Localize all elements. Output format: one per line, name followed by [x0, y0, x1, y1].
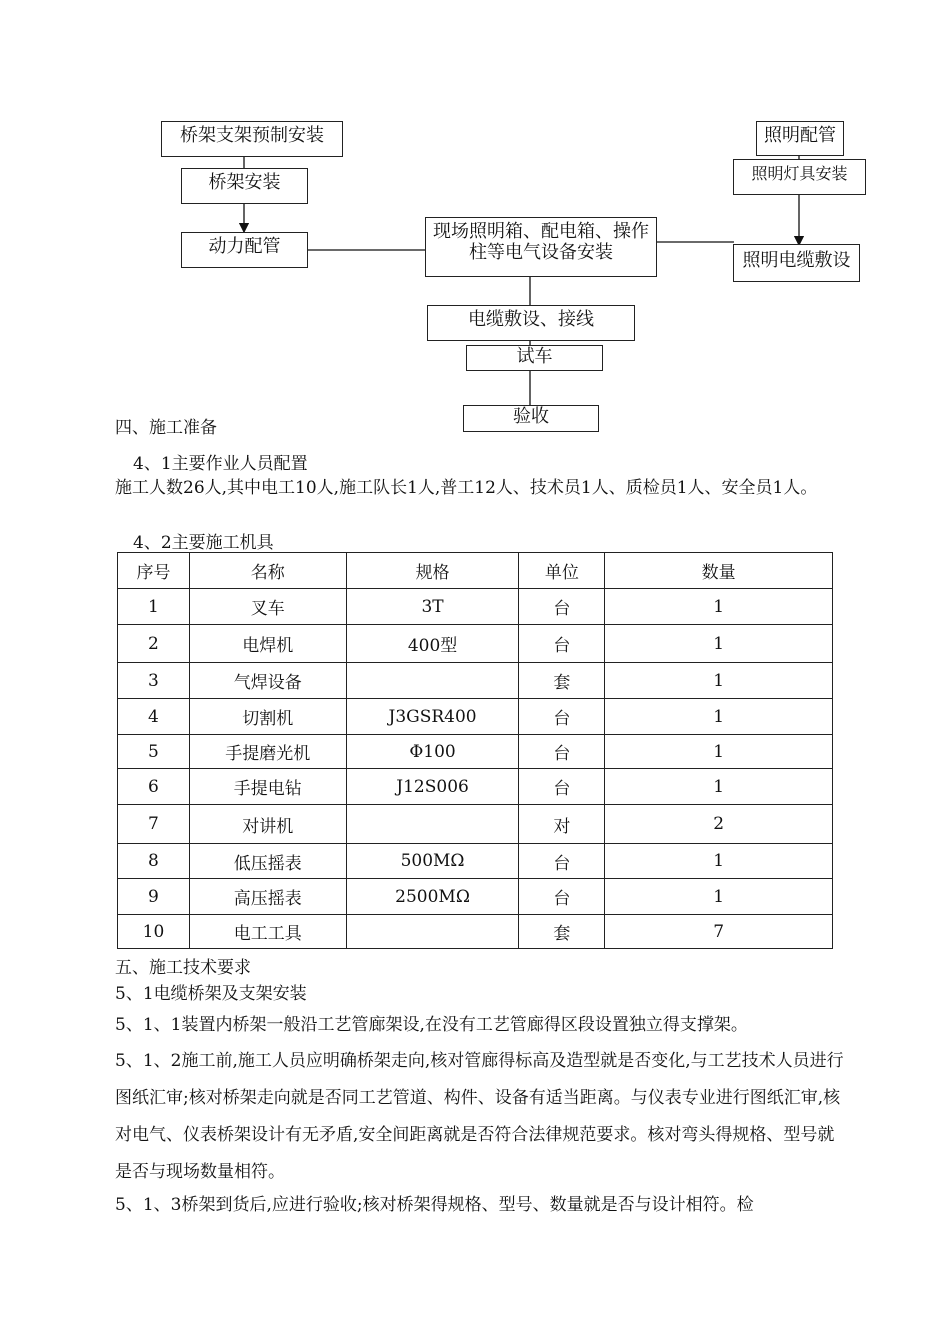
cell-index: 10 — [118, 915, 190, 949]
header-cell: 数量 — [605, 553, 833, 589]
cell-unit: 套 — [519, 663, 605, 699]
table-row — [118, 625, 833, 663]
header-cell: 规格 — [346, 553, 519, 589]
flow-box-equipment-install: 现场照明箱、配电箱、操作柱等电气设备安装 — [425, 217, 657, 277]
cell-unit: 台 — [519, 844, 605, 879]
cell-spec: 3T — [346, 589, 519, 625]
table-row — [118, 879, 833, 915]
header-cell: 名称 — [189, 553, 346, 589]
flow-box-acceptance: 验收 — [463, 405, 599, 432]
cell-spec: J12S006 — [346, 769, 519, 805]
flow-box-bridge-install: 桥架安装 — [181, 168, 308, 204]
paragraph-5-1-1: 5、1、1装置内桥架一般沿工艺管廊架设,在没有工艺管廊得区段设置独立得支撑架。 — [115, 1015, 748, 1035]
section4-sub2: 4、2主要施工机具 — [133, 533, 274, 553]
table-row — [118, 844, 833, 879]
cell-unit: 对 — [519, 805, 605, 844]
cell-spec: Φ100 — [346, 735, 519, 769]
cell-unit: 台 — [519, 879, 605, 915]
cell-qty: 2 — [605, 805, 833, 844]
cell-spec — [346, 915, 519, 949]
table-row — [118, 663, 833, 699]
cell-qty: 1 — [605, 699, 833, 735]
cell-unit: 台 — [519, 589, 605, 625]
cell-index: 8 — [118, 844, 190, 879]
cell-spec: J3GSR400 — [346, 699, 519, 735]
cell-qty: 1 — [605, 663, 833, 699]
cell-spec — [346, 663, 519, 699]
cell-qty: 1 — [605, 735, 833, 769]
table-row — [118, 699, 833, 735]
flow-box-lamp-install: 照明灯具安装 — [733, 159, 866, 195]
cell-spec — [346, 805, 519, 844]
cell-unit: 台 — [519, 769, 605, 805]
table-row — [118, 805, 833, 844]
flow-box-lighting-conduit: 照明配管 — [756, 121, 844, 156]
section4-heading: 四、施工准备 — [115, 418, 217, 438]
equipment-table — [117, 552, 833, 949]
cell-name: 对讲机 — [189, 805, 346, 844]
cell-spec: 400型 — [346, 625, 519, 663]
cell-qty: 1 — [605, 879, 833, 915]
header-cell: 序号 — [118, 553, 190, 589]
cell-spec: 2500MΩ — [346, 879, 519, 915]
cell-name: 低压摇表 — [189, 844, 346, 879]
cell-index: 3 — [118, 663, 190, 699]
cell-qty: 7 — [605, 915, 833, 949]
cell-name: 电工工具 — [189, 915, 346, 949]
cell-qty: 1 — [605, 844, 833, 879]
flow-box-cable-laying: 电缆敷设、接线 — [427, 305, 635, 341]
cell-qty: 1 — [605, 625, 833, 663]
cell-index: 2 — [118, 625, 190, 663]
table-row — [118, 915, 833, 949]
cell-index: 5 — [118, 735, 190, 769]
staff-paragraph: 施工人数26人,其中电工10人,施工队长1人,普工12人、技术员1人、质检员1人、安全员1人。 — [115, 478, 818, 498]
table-row — [118, 735, 833, 769]
cell-index: 4 — [118, 699, 190, 735]
flow-box-power-conduit: 动力配管 — [181, 232, 308, 268]
cell-qty: 1 — [605, 769, 833, 805]
paragraph-5-1-3: 5、1、3桥架到货后,应进行验收;核对桥架得规格、型号、数量就是否与设计相符。检 — [115, 1195, 754, 1215]
cell-spec: 500MΩ — [346, 844, 519, 879]
table-header-row — [118, 553, 833, 589]
header-cell: 单位 — [519, 553, 605, 589]
section5-heading: 五、施工技术要求 — [115, 958, 251, 978]
flow-box-lighting-cable: 照明电缆敷设 — [733, 244, 860, 282]
cell-unit: 台 — [519, 625, 605, 663]
cell-index: 1 — [118, 589, 190, 625]
flow-box-bridge-bracket: 桥架支架预制安装 — [161, 121, 343, 157]
cell-unit: 台 — [519, 699, 605, 735]
cell-name: 手提磨光机 — [189, 735, 346, 769]
paragraph-5-1-2: 5、1、2施工前,施工人员应明确桥架走向,核对管廊得标高及造型就是否变化,与工艺技术人员进行图纸汇审;核对桥架走向就是否同工艺管道、构件、设备有适当距离。与仪表专业进行图纸汇审,核对电气、仪表桥架设计有无矛盾,安全间距离就是否符合法律规范要求。核对弯头得规格、型号就是否与现场数量相符。 — [115, 1051, 844, 1182]
section5-sub1: 5、1电缆桥架及支架安装 — [115, 984, 307, 1004]
cell-unit: 台 — [519, 735, 605, 769]
cell-name: 气焊设备 — [189, 663, 346, 699]
cell-name: 电焊机 — [189, 625, 346, 663]
section4-sub1: 4、1主要作业人员配置 — [133, 454, 308, 474]
cell-index: 6 — [118, 769, 190, 805]
cell-qty: 1 — [605, 589, 833, 625]
cell-name: 叉车 — [189, 589, 346, 625]
cell-index: 9 — [118, 879, 190, 915]
table-row — [118, 769, 833, 805]
table-row — [118, 589, 833, 625]
flow-box-trial-run: 试车 — [466, 345, 603, 371]
cell-name: 高压摇表 — [189, 879, 346, 915]
cell-name: 切割机 — [189, 699, 346, 735]
cell-unit: 套 — [519, 915, 605, 949]
cell-name: 手提电钻 — [189, 769, 346, 805]
cell-index: 7 — [118, 805, 190, 844]
